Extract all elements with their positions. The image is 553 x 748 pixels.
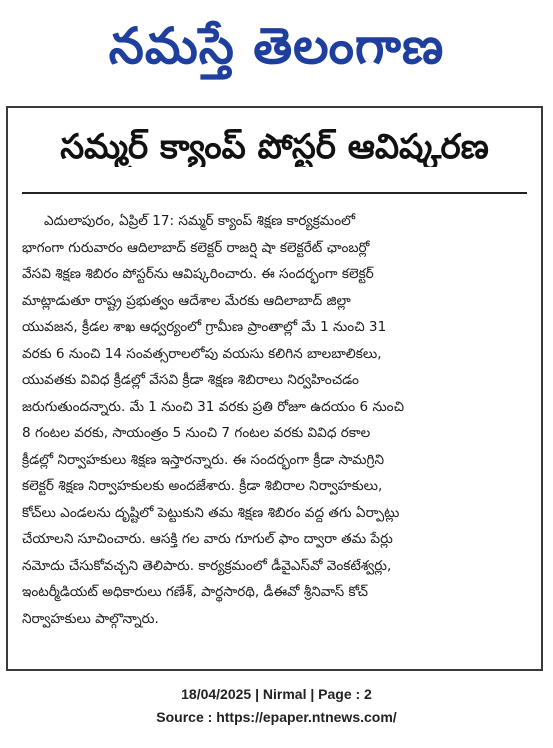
article-frame xyxy=(6,106,543,671)
article-line: నిర్వాహకులు పాల్గొన్నారు. xyxy=(22,610,159,627)
article-line: యువతకు వివిధ క్రీడల్లో వేసవి క్రీడా శిక్షణ శిబిరాలు నిర్వహించడం xyxy=(22,372,359,388)
article-line: నమోదు చేసుకోవచ్చని తెలిపారు. కార్యక్రమంలో డీవైఎస్‌వో వెంకటేశ్వర్లు, xyxy=(22,557,392,574)
newspaper-logo: నమస్తే తెలంగాణ xyxy=(108,17,445,75)
article-line: యువజన, క్రీడల శాఖ ఆధ్వర్యంలో గ్రామీణ ప్రాంతాల్లో మే 1 నుంచి 31 xyxy=(22,319,387,335)
article-line: మాట్లాడుతూ రాష్ట్ర ప్రభుత్వం ఆదేశాల మేరకు ఆదిలాబాద్ జిల్లా xyxy=(22,292,351,309)
article-line: కలెక్టర్ శిక్షణ నిర్వాహకులకు అందజేశారు. క్రీడా శిబిరాల నిర్వాహకులు, xyxy=(22,478,383,494)
article-line: భాగంగా గురువారం ఆదిలాబాద్ కలెక్టర్ రాజర్షి షా కలెక్టరేట్ ఛాంబర్లో xyxy=(22,239,370,256)
article-headline: సమ్మర్ క్యాంప్ పోస్టర్ ఆవిష్కరణ xyxy=(60,128,489,167)
masthead xyxy=(0,0,553,92)
article-body xyxy=(22,208,529,632)
article-line: వరకు 6 నుంచి 14 సంవత్సరాలలోపు వయసు కలిగిన బాలబాలికలు, xyxy=(22,345,382,362)
headline-divider xyxy=(22,192,527,194)
article-line: వేసవి శిక్షణ శిబిరం పోస్టర్‌ను ఆవిష్కరించారు. ఈ సందర్భంగా కలెక్టర్ xyxy=(22,266,374,282)
edition-info: 18/04/2025 | Nirmal | Page : 2 xyxy=(181,686,372,702)
article-line: ఎదులాపురం, ఏప్రిల్ 17: సమ్మర్ క్యాంప్ శిక్షణ కార్యక్రమంలో xyxy=(44,213,356,229)
article-line: కోచ్‌లు ఎండలను దృష్టిలో పెట్టుకుని తమ శిక్షణ శిబిరం వద్ద తగు ఏర్పాట్లు xyxy=(22,504,400,521)
article-line: జరుగుతుందన్నారు. మే 1 నుంచి 31 వరకు ప్రతి రోజూ ఉదయం 6 నుంచి xyxy=(22,398,404,415)
source-link[interactable]: Source : https://epaper.ntnews.com/ xyxy=(156,709,397,725)
article-line: 8 గంటల వరకు, సాయంత్రం 5 నుంచి 7 గంటల వరకు వివిధ రకాల xyxy=(22,425,371,441)
article-line: చేయాలని సూచించారు. ఆసక్తి గల వారు గూగుల్ ఫాం ద్వారా తమ పేర్లు xyxy=(22,531,393,547)
article-line: క్రీడల్లో నిర్వాహకులు శిక్షణ ఇస్తారన్నారు. ఈ సందర్భంగా క్రీడా సామగ్రిని xyxy=(22,451,384,468)
article-line: ఇంటర్మీడియట్ అధికారులు గణేశ్, పార్థసారథి, డీఈవో శ్రీనివాస్ కోచ్ xyxy=(22,584,368,600)
